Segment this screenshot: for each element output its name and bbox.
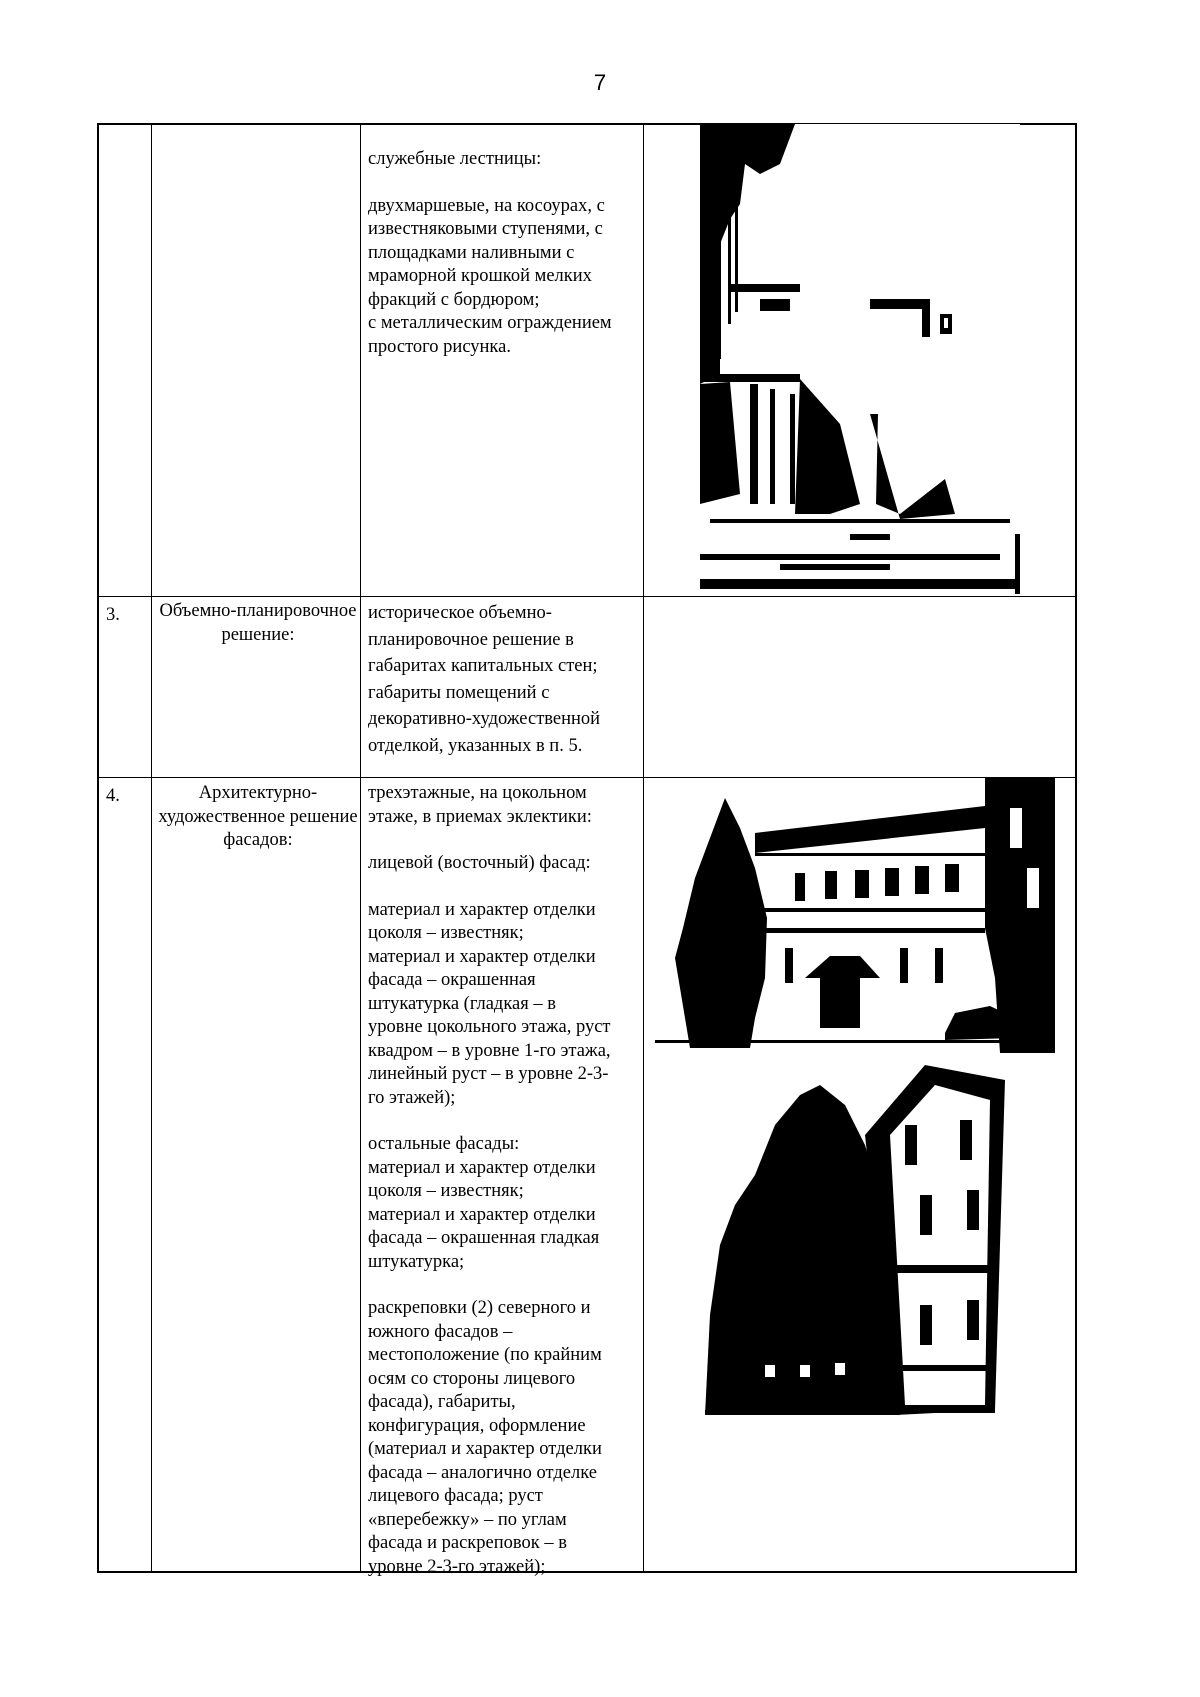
text-line: материал и характер отделки (368, 899, 596, 920)
row-4-name: Архитектурно-художественное решение фасадов: (158, 783, 358, 850)
text-line: фасада – окрашенная (368, 970, 536, 990)
text-line: габаритах капитальных стен; (368, 656, 598, 676)
text-line: (материал и характер отделки (368, 1439, 602, 1459)
desc-para (368, 782, 634, 829)
desc-para (368, 852, 634, 876)
text-line: материал и характер отделки (368, 946, 596, 967)
text-line: историческое объемно- (368, 603, 552, 623)
text-line: фасада), габариты, (368, 1392, 516, 1412)
text-line: квадром – в уровне 1-го этажа, (368, 1040, 611, 1061)
text-line: линейный руст – в уровне 2-3- (368, 1064, 609, 1084)
desc-para (368, 1297, 634, 1579)
text-line: уровне цокольного этажа, руст (368, 1017, 611, 1037)
text-line: планировочное решение в (368, 629, 574, 650)
row-3-name: Объемно-планировочное решение: (159, 601, 357, 645)
text-line: конфигурация, оформление (368, 1415, 586, 1436)
text-line: штукатурка; (368, 1251, 465, 1272)
text-line: габариты помещений с (368, 682, 550, 703)
desc-para (368, 899, 634, 1111)
text-line: с металлическим ограждением (368, 313, 612, 333)
text-line: местоположение (по крайним (368, 1345, 602, 1365)
text-line: фасада – окрашенная гладкая (368, 1228, 600, 1248)
text-line: декоративно-художественной (368, 709, 601, 729)
row-divider-1 (97, 596, 1077, 597)
desc-para (368, 148, 634, 172)
text-line: фракций с бордюром; (368, 289, 540, 310)
text-line: площадками наливными с (368, 242, 575, 263)
text-line: материал и характер отделки (368, 1157, 596, 1178)
main-facade-photo (655, 778, 1055, 1053)
desc-para (368, 1133, 634, 1274)
text-line: цоколя – известняк; (368, 923, 524, 943)
text-line: раскреповки (2) северного и (368, 1298, 591, 1318)
text-line: осям со стороны лицевого (368, 1368, 576, 1389)
text-line: этаже, в приемах эклектики: (368, 806, 592, 827)
staircase-photo (700, 124, 1020, 594)
text-line: лицевой (восточный) фасад: (368, 853, 591, 873)
desc-para (368, 195, 634, 360)
text-line: мраморной крошкой мелких (368, 266, 592, 286)
page-number: 7 (593, 70, 607, 95)
text-line: трехэтажные, на цокольном (368, 783, 587, 803)
col-divider-3 (643, 123, 644, 1573)
row-4-number: 4. (106, 786, 120, 806)
text-line: уровне 2-3-го этажей); (368, 1556, 546, 1577)
text-line: простого рисунка. (368, 336, 511, 357)
text-line: известняковыми ступенями, с (368, 219, 603, 239)
text-line: лицевого фасада; руст (368, 1486, 543, 1506)
text-line: штукатурка (гладкая – в (368, 993, 556, 1014)
text-line: цоколя – известняк; (368, 1181, 524, 1201)
col-divider-1 (151, 123, 152, 1573)
desc-para (368, 600, 634, 759)
table-border-right (1075, 123, 1077, 1573)
table-border-left (97, 123, 99, 1573)
text-line: материал и характер отделки (368, 1204, 596, 1225)
text-line: отделкой, указанных в п. 5. (368, 735, 583, 756)
text-line: южного фасадов – (368, 1321, 513, 1342)
text-line: «вперебежку» – по углам (368, 1509, 567, 1530)
row-4-description (368, 782, 634, 1579)
row-3-description (368, 600, 634, 759)
text-line: двухмаршевые, на косоурах, с (368, 195, 605, 216)
row-1-description (368, 148, 634, 359)
col-divider-2 (360, 123, 361, 1573)
row-3-number: 3. (106, 605, 120, 625)
text-line: го этажей); (368, 1087, 456, 1108)
text-line: служебные лестницы: (368, 149, 542, 169)
text-line: фасада и раскреповок – в (368, 1533, 567, 1553)
text-line: фасада – аналогично отделке (368, 1462, 597, 1483)
side-facade-photo (705, 1065, 1025, 1420)
text-line: остальные фасады: (368, 1134, 520, 1154)
